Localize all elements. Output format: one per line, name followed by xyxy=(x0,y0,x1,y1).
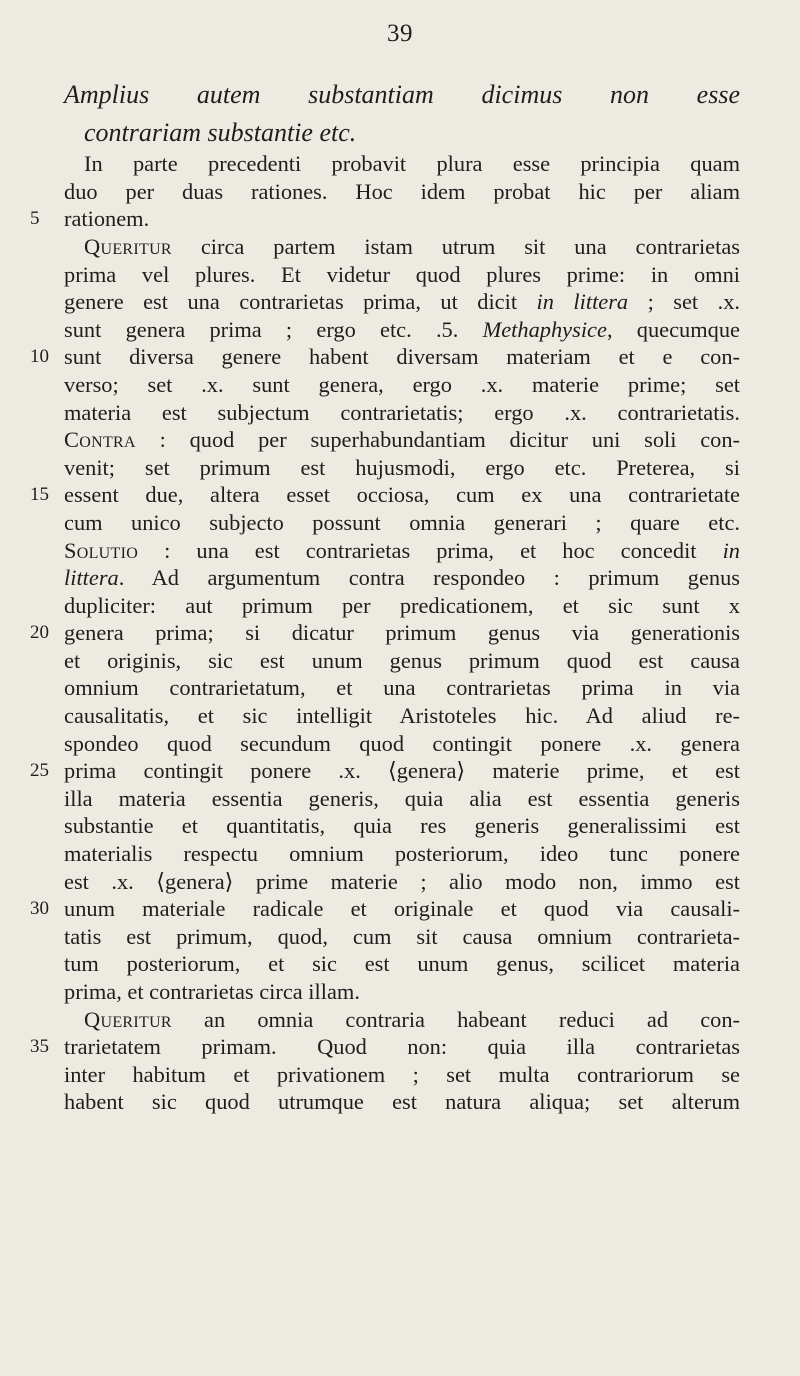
section-heading-line-2: contrariam substantie etc. xyxy=(84,117,357,147)
text-line: Contra : quod per superhabundantiam dicitur uni soli con- xyxy=(64,427,741,453)
text-line: tum posteriorum, et sic est unum genus, scilicet materia xyxy=(64,951,740,977)
text-line: dupliciter: aut primum per predicationem, et sic sunt x xyxy=(64,592,740,618)
text-line: 5 rationem. xyxy=(30,206,150,232)
text-line: prima vel plures. Et videtur quod plures prime: in omni xyxy=(64,261,740,287)
text-line: 30 unum materiale radicale et originale et quod via causali- xyxy=(30,896,740,922)
text-line: materia est subjectum contrarietatis; ergo .x. contrarietatis. xyxy=(64,399,740,425)
text-line: Solutio : una est contrarietas prima, et hoc concedit in xyxy=(64,537,740,563)
text-line: duo per duas rationes. Hoc idem probat hic per aliam xyxy=(64,178,740,204)
text-line: 10 sunt diversa genere habent diversam materiam et e con- xyxy=(30,344,740,370)
line-number: 5 xyxy=(30,208,40,230)
section-heading-line-1: Amplius autem substantiam dicimus non esse xyxy=(64,80,740,109)
line-number: 30 xyxy=(30,898,49,920)
line-number: 35 xyxy=(30,1036,49,1058)
line-number: 20 xyxy=(30,622,49,644)
text-line: habent sic quod utrumque est natura aliqua; set alterum xyxy=(64,1089,740,1115)
text-line: In parte precedenti probavit plura esse principia quam xyxy=(84,151,740,177)
text-line: tatis est primum, quod, cum sit causa omnium contrarieta- xyxy=(64,923,740,949)
text-line: materialis respectu omnium posteriorum, ideo tunc ponere xyxy=(64,841,740,867)
text-line: littera. Ad argumentum contra respondeo : primum genus xyxy=(64,565,740,591)
text-line: inter habitum et privationem ; set multa contrariorum se xyxy=(64,1061,740,1087)
text-line: Queritur circa partem istam utrum sit una contrarietas xyxy=(84,233,740,259)
text-line: 15 essent due, altera esset occiosa, cum ex una contrarietate xyxy=(30,482,740,508)
text-line: omnium contrarietatum, et una contrarietas prima in via xyxy=(64,675,740,701)
page-number: 39 xyxy=(387,20,413,47)
text-line: venit; set primum est hujusmodi, ergo etc. Preterea, si xyxy=(64,454,740,480)
text-line: et originis, sic est unum genus primum quod est causa xyxy=(64,647,740,673)
text-line: substantie et quantitatis, quia res generis generalissimi est xyxy=(64,813,740,839)
text-line: causalitatis, et sic intelligit Aristoteles hic. Ad aliud re- xyxy=(64,703,740,729)
text-line: est .x. ⟨genera⟩ prime materie ; alio modo non, immo est xyxy=(64,868,740,894)
text-line: spondeo quod secundum quod contingit ponere .x. genera xyxy=(64,730,740,756)
text-line: Queritur an omnia contraria habeant reduci ad con- xyxy=(84,1006,740,1032)
text-line: sunt genera prima ; ergo etc. .5. Methaphysice, quecumque xyxy=(64,316,740,342)
line-number: 15 xyxy=(30,484,49,506)
page-body xyxy=(30,71,741,1116)
text-line: 35 trarietatem primam. Quod non: quia illa contrarietas xyxy=(30,1034,740,1060)
text-line: prima, et contrarietas circa illam. xyxy=(64,979,360,1004)
text-line: cum unico subjecto possunt omnia generari ; quare etc. xyxy=(64,509,740,535)
line-number: 25 xyxy=(30,760,49,782)
text-line: 20 genera prima; si dicatur primum genus via generationis xyxy=(30,620,740,646)
text-line: verso; set .x. sunt genera, ergo .x. materie prime; set xyxy=(64,371,740,397)
text-line: 25 prima contingit ponere .x. ⟨genera⟩ materie prime, et est xyxy=(30,758,740,784)
text-line: genere est una contrarietas prima, ut dicit in littera ; set .x. xyxy=(64,289,741,315)
text-line: illa materia essentia generis, quia alia est essentia generis xyxy=(64,785,740,811)
line-number: 10 xyxy=(30,346,49,368)
